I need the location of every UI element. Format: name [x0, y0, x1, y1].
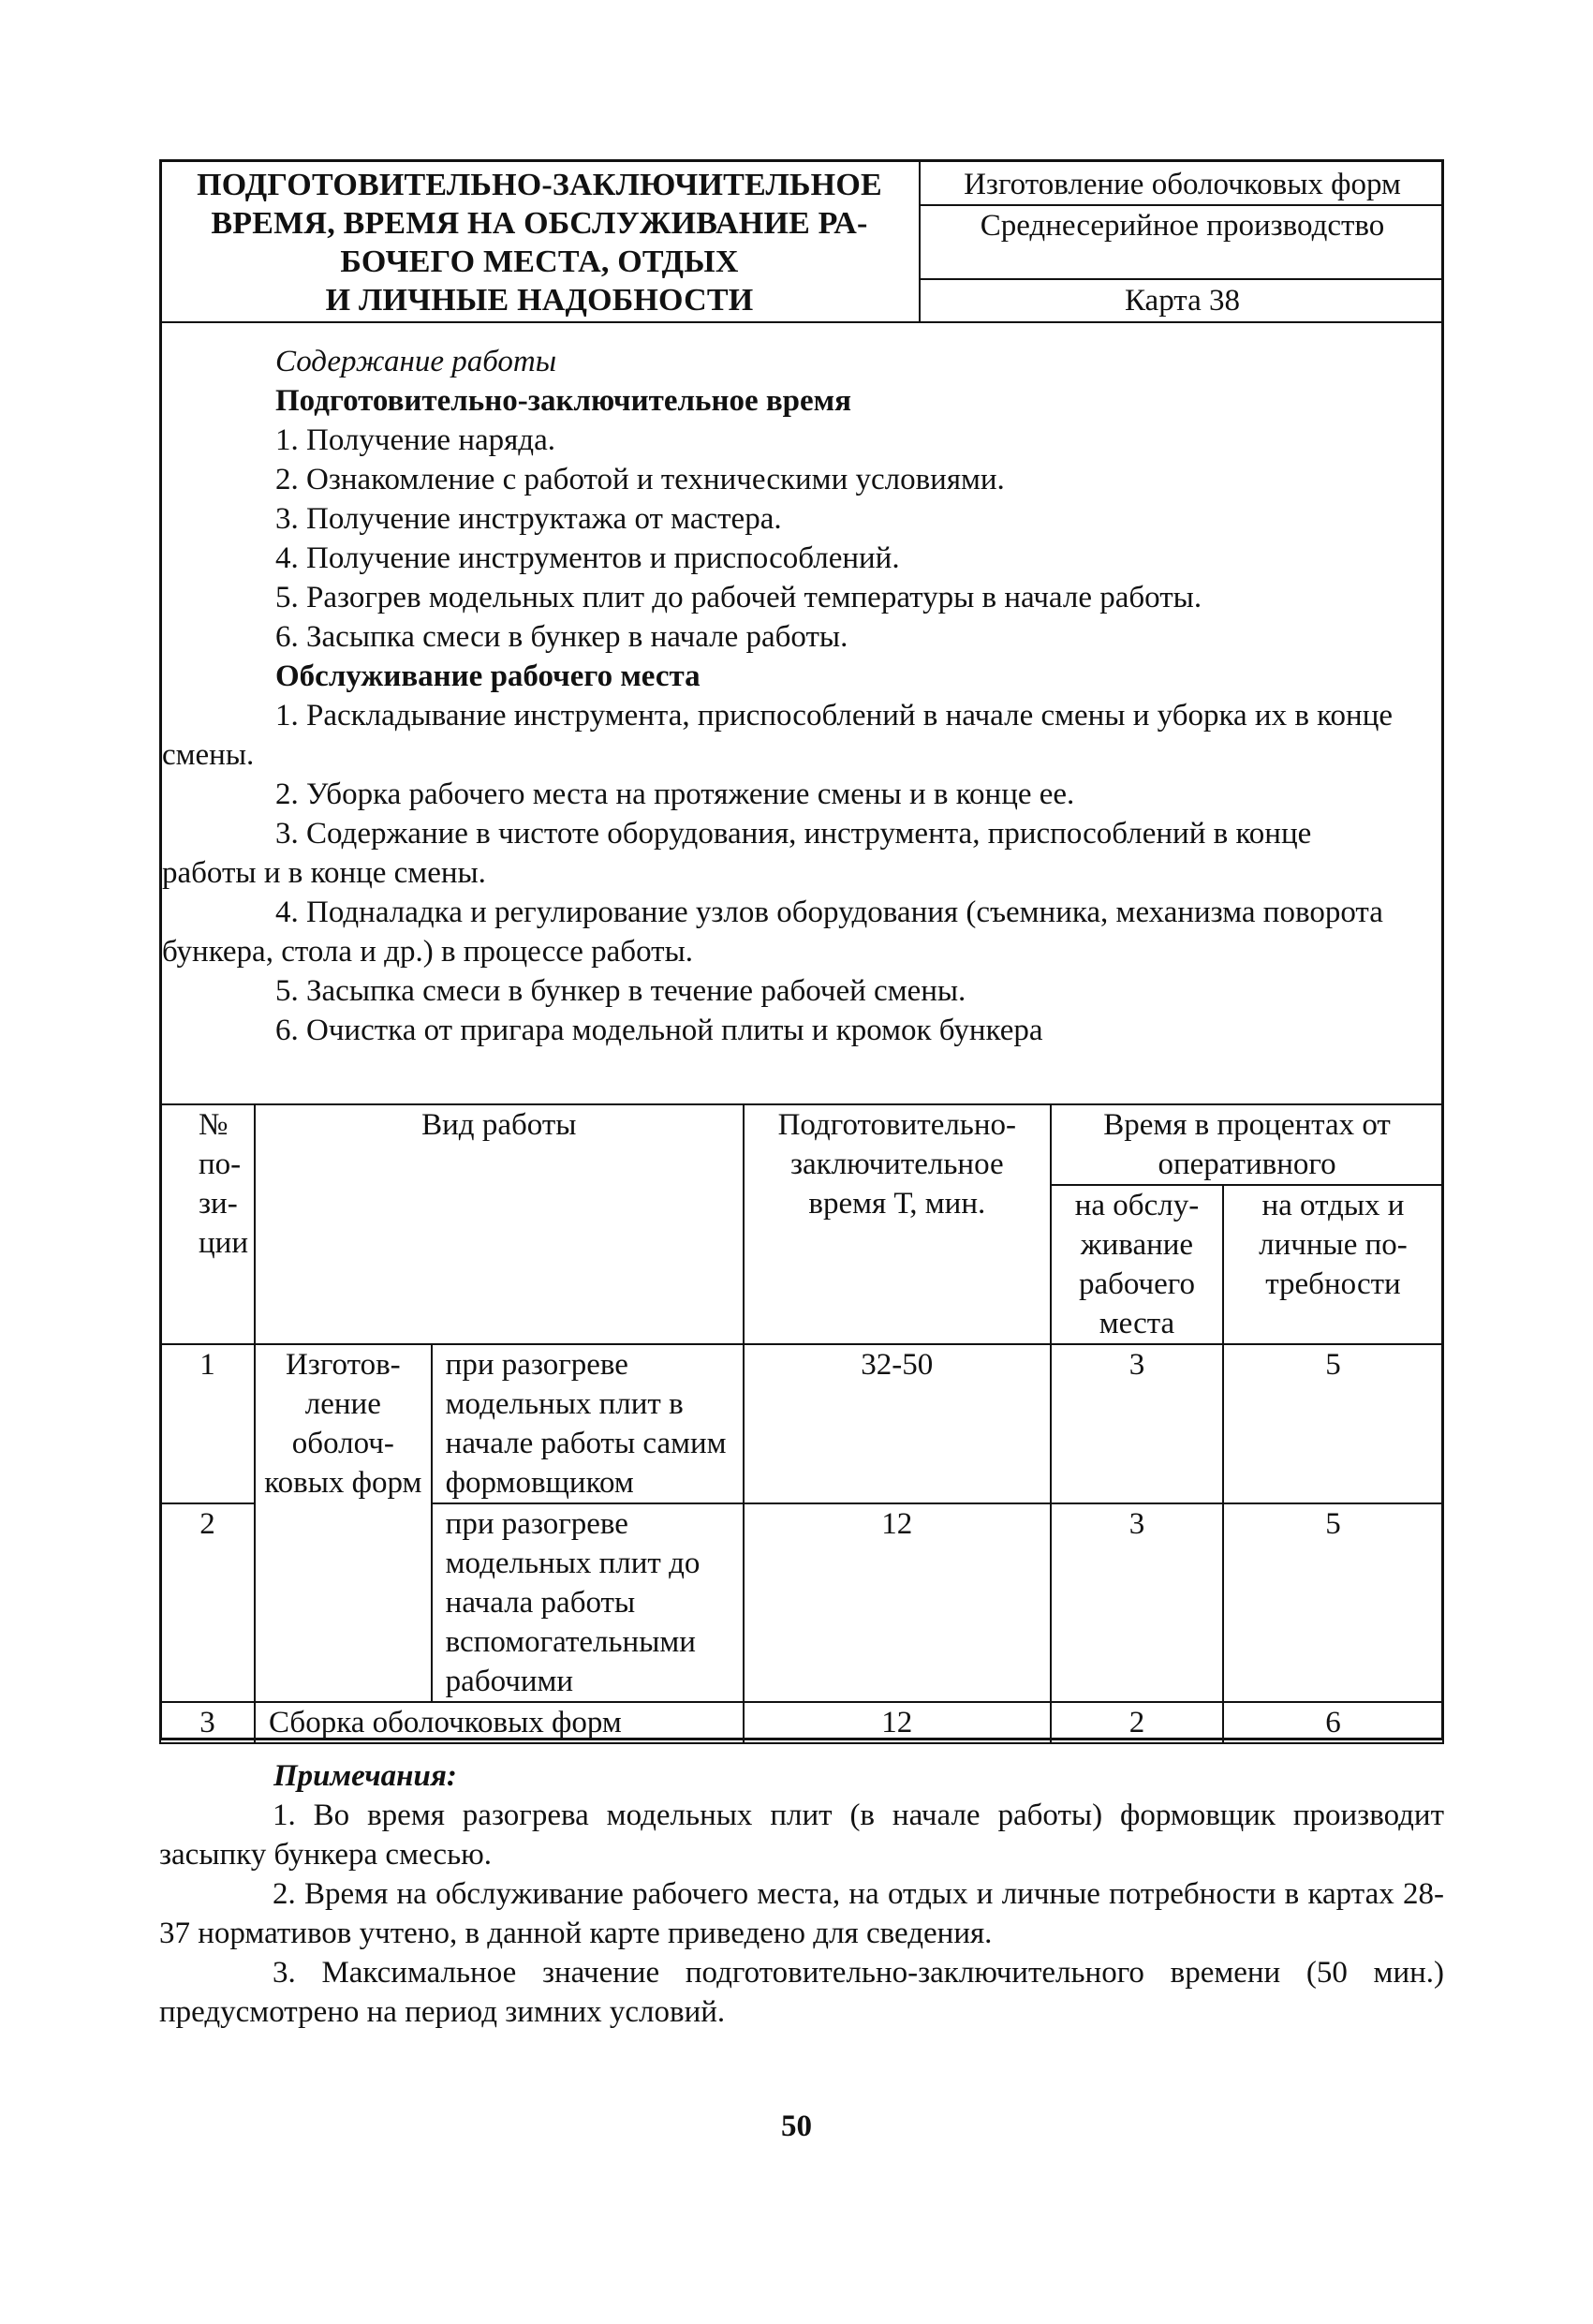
card-frame [159, 159, 1444, 1740]
prep-item: 5. Разогрев модельных плит до рабочей температуры в начале работы. [275, 581, 1202, 614]
row-rest: 5 [1223, 1503, 1443, 1702]
service-title: Обслуживание рабочего места [275, 659, 701, 693]
service-item: 3. Содержание в чистоте оборудования, инструмента, приспособлений в конце работы и в конце смены. [162, 817, 1312, 890]
header-work-type: Вид работы [255, 1104, 744, 1344]
work-content [162, 323, 1441, 1050]
row-position: 3 [160, 1702, 255, 1743]
header-line [921, 278, 1444, 280]
prep-item: 3. Получение инструктажа от мастера. [275, 502, 782, 536]
row-service: 2 [1051, 1702, 1223, 1743]
row-service: 3 [1051, 1344, 1223, 1503]
prep-item: 6. Засыпка смеси в бункер в начале работы. [275, 620, 848, 654]
note-item: 3. Максимальное значение подготовительно-заключительного времени (50 мин.) предусмотрено на период зимних условий. [159, 1956, 1444, 2029]
notes-title: Примечания: [273, 1759, 457, 1793]
service-item: 4. Подналадка и регулирование узлов оборудования (съемника, механизма поворота бункера, стола и др.) в процессе работы. [162, 896, 1383, 969]
row-service: 3 [1051, 1503, 1223, 1702]
row-condition: при разогреве модельных плит в начале работы самим формовщиком [432, 1344, 744, 1503]
row-position: 1 [160, 1344, 255, 1503]
row-group-label: Изготов-ление оболоч-ковых форм [255, 1344, 432, 1702]
row-time: 12 [744, 1503, 1051, 1702]
prep-item: 2. Ознакомление с работой и техническими условиями. [275, 463, 1005, 496]
notes [159, 1756, 1444, 2032]
content-heading: Содержание работы [275, 345, 557, 378]
service-item: 5. Засыпка смеси в бункер в течение рабочей смены. [275, 974, 966, 1008]
service-item: 2. Уборка рабочего места на протяжение смены и в конце ее. [275, 777, 1075, 811]
row-rest: 5 [1223, 1344, 1443, 1503]
header-line [921, 204, 1444, 206]
card-title-line: ПОДГОТОВИТЕЛЬНО-ЗАКЛЮЧИТЕЛЬНОЕ [197, 168, 882, 202]
row-work: Сборка оболочковых форм [255, 1702, 744, 1743]
card-title-line: И ЛИЧНЫЕ НАДОБНОСТИ [325, 283, 754, 318]
row-time: 12 [744, 1702, 1051, 1743]
table-row [160, 1344, 1443, 1503]
header-percent-group: Время в процентах от оперативного [1051, 1104, 1443, 1185]
service-item: 6. Очистка от пригара модельной плиты и кромок бункера [275, 1014, 1043, 1047]
header-prep-time: Подготовительно-заключительное время Т, мин. [744, 1104, 1051, 1344]
header-rest: на отдых и личные по-требности [1223, 1185, 1443, 1344]
prep-item: 4. Получение инструментов и приспособлений. [275, 541, 900, 575]
card-number: Карта 38 [1124, 284, 1240, 318]
prep-time-title: Подготовительно-заключительное время [275, 384, 852, 418]
table-row [160, 1702, 1443, 1743]
header-position: № по-зи-ции [160, 1104, 255, 1344]
note-item: 1. Во время разогрева модельных плит (в начале работы) формовщик производит засыпку бункера смесью. [159, 1799, 1444, 1872]
card-title-line: БОЧЕГО МЕСТА, ОТДЫХ [340, 244, 739, 279]
header-service: на обслу-живание рабочего места [1051, 1185, 1223, 1344]
prep-item: 1. Получение наряда. [275, 423, 555, 457]
work-table [159, 1103, 1444, 1744]
operation-name: Изготовление оболочковых форм [964, 168, 1401, 201]
page-number: 50 [781, 2109, 812, 2143]
row-position: 2 [160, 1503, 255, 1702]
row-condition: при разогреве модельных плит до начала работы вспомогательными рабочими [432, 1503, 744, 1702]
row-time: 32-50 [744, 1344, 1051, 1503]
note-item: 2. Время на обслуживание рабочего места, на отдых и личные потребности в картах 28-37 нормативов учтено, в данной карте приведено для сведения. [159, 1877, 1444, 1950]
card-title [162, 166, 917, 319]
card-title-line: ВРЕМЯ, ВРЕМЯ НА ОБСЛУЖИВАНИЕ РА- [211, 206, 868, 241]
production-type: Среднесерийное производство [980, 209, 1385, 243]
row-rest: 6 [1223, 1702, 1443, 1743]
service-item: 1. Раскладывание инструмента, приспособлений в начале смены и уборка их в конце смены. [162, 699, 1393, 772]
